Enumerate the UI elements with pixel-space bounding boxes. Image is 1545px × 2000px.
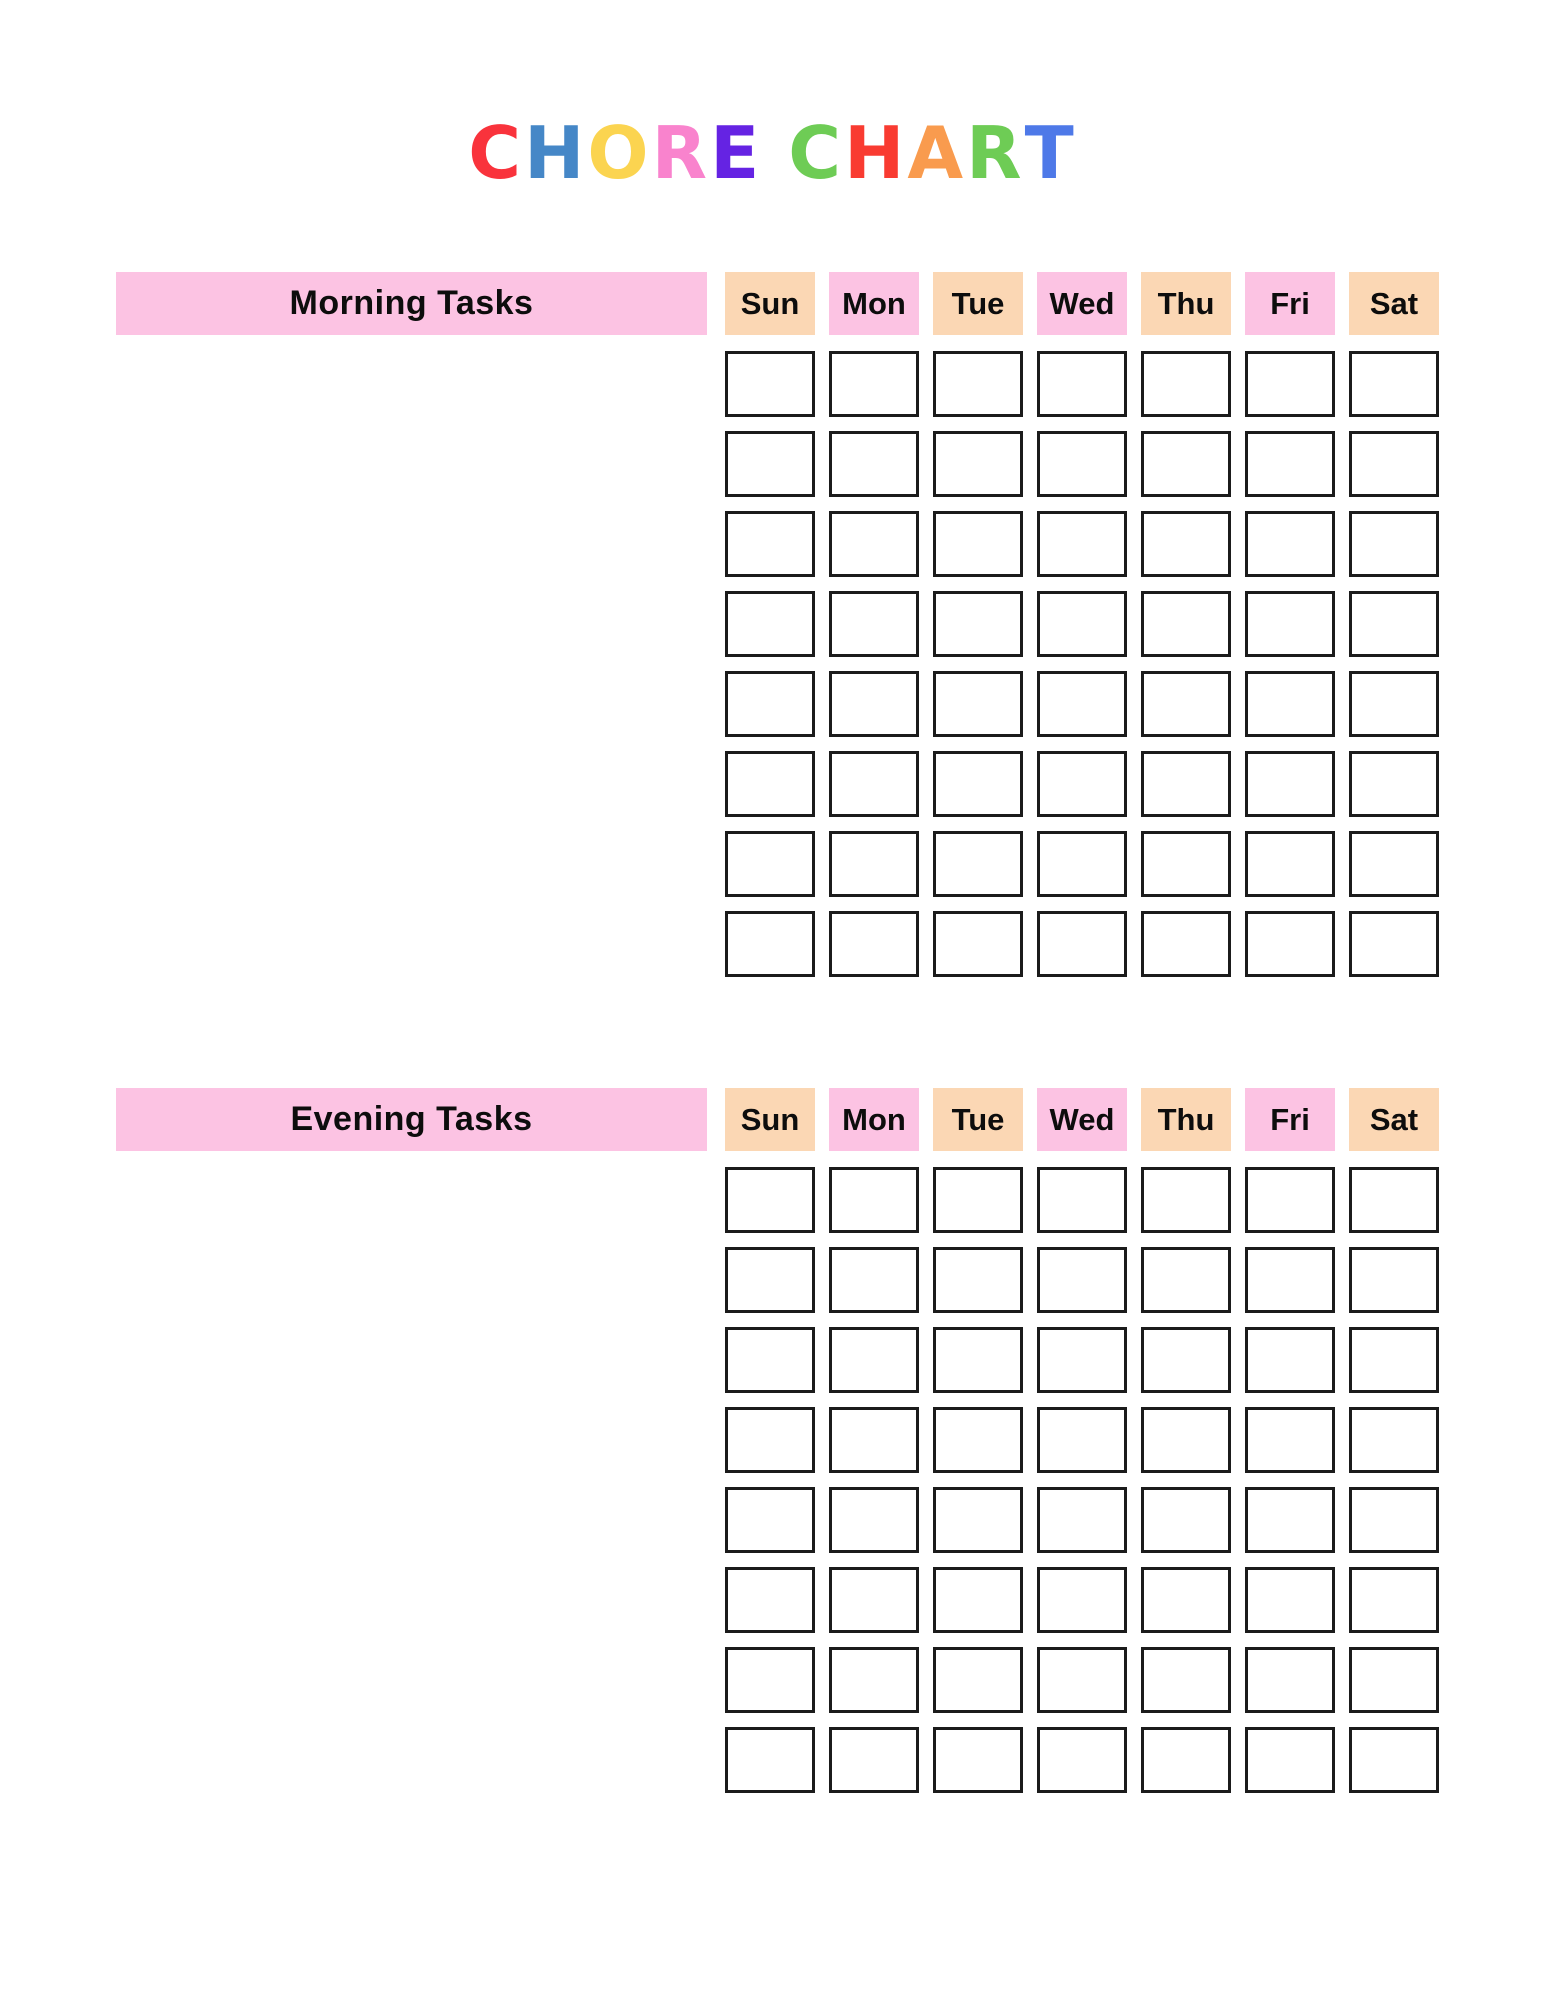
checkbox-row <box>725 1727 1445 1793</box>
checkbox-morning-r8-sun[interactable] <box>725 911 815 977</box>
checkbox-evening-r7-tue[interactable] <box>933 1647 1023 1713</box>
checkbox-evening-r1-thu[interactable] <box>1141 1167 1231 1233</box>
checkbox-morning-r6-mon[interactable] <box>829 751 919 817</box>
checkbox-evening-r2-tue[interactable] <box>933 1247 1023 1313</box>
checkbox-morning-r3-wed[interactable] <box>1037 511 1127 577</box>
checkbox-evening-r8-mon[interactable] <box>829 1727 919 1793</box>
page-title <box>0 111 1545 195</box>
checkbox-morning-r1-tue[interactable] <box>933 351 1023 417</box>
checkbox-evening-r1-sat[interactable] <box>1349 1167 1439 1233</box>
checkbox-evening-r8-wed[interactable] <box>1037 1727 1127 1793</box>
section-label-bar <box>116 272 707 335</box>
checkbox-evening-r8-sun[interactable] <box>725 1727 815 1793</box>
section-label: Morning Tasks <box>289 284 534 322</box>
checkbox-morning-r6-wed[interactable] <box>1037 751 1127 817</box>
checkbox-row <box>725 911 1445 977</box>
checkbox-morning-r6-sun[interactable] <box>725 751 815 817</box>
checkbox-evening-r1-fri[interactable] <box>1245 1167 1335 1233</box>
checkbox-evening-r6-sat[interactable] <box>1349 1567 1439 1633</box>
title-letter: H <box>844 111 908 195</box>
checkbox-evening-r4-fri[interactable] <box>1245 1407 1335 1473</box>
checkbox-row <box>725 831 1445 897</box>
checkbox-evening-r1-wed[interactable] <box>1037 1167 1127 1233</box>
checkbox-grid <box>725 1167 1445 1793</box>
checkbox-evening-r4-mon[interactable] <box>829 1407 919 1473</box>
checkbox-morning-r4-wed[interactable] <box>1037 591 1127 657</box>
days-row <box>725 1088 1439 1151</box>
checkbox-evening-r6-wed[interactable] <box>1037 1567 1127 1633</box>
checkbox-row <box>725 1407 1445 1473</box>
checkbox-morning-r1-sun[interactable] <box>725 351 815 417</box>
checkbox-evening-r3-sat[interactable] <box>1349 1327 1439 1393</box>
checkbox-row <box>725 1167 1445 1233</box>
checkbox-morning-r6-fri[interactable] <box>1245 751 1335 817</box>
checkbox-evening-r6-thu[interactable] <box>1141 1567 1231 1633</box>
checkbox-morning-r7-sat[interactable] <box>1349 831 1439 897</box>
checkbox-row <box>725 671 1445 737</box>
day-header-tue: Tue <box>933 272 1023 335</box>
checkbox-evening-r4-thu[interactable] <box>1141 1407 1231 1473</box>
checkbox-evening-r2-thu[interactable] <box>1141 1247 1231 1313</box>
checkbox-evening-r3-mon[interactable] <box>829 1327 919 1393</box>
checkbox-grid <box>725 351 1445 977</box>
checkbox-evening-r2-wed[interactable] <box>1037 1247 1127 1313</box>
checkbox-morning-r2-fri[interactable] <box>1245 431 1335 497</box>
checkbox-evening-r8-thu[interactable] <box>1141 1727 1231 1793</box>
days-row <box>725 272 1439 335</box>
checkbox-row <box>725 751 1445 817</box>
checkbox-evening-r6-sun[interactable] <box>725 1567 815 1633</box>
checkbox-morning-r4-sun[interactable] <box>725 591 815 657</box>
checkbox-morning-r3-fri[interactable] <box>1245 511 1335 577</box>
checkbox-evening-r5-sun[interactable] <box>725 1487 815 1553</box>
checkbox-morning-r2-wed[interactable] <box>1037 431 1127 497</box>
title-letter: C <box>788 111 845 195</box>
section-label-bar <box>116 1088 707 1151</box>
section-header-row <box>116 272 1445 335</box>
checkbox-morning-r8-fri[interactable] <box>1245 911 1335 977</box>
checkbox-evening-r3-wed[interactable] <box>1037 1327 1127 1393</box>
title-letter: A <box>907 111 967 195</box>
checkbox-evening-r5-mon[interactable] <box>829 1487 919 1553</box>
checkbox-morning-r6-thu[interactable] <box>1141 751 1231 817</box>
checkbox-morning-r1-thu[interactable] <box>1141 351 1231 417</box>
day-header-fri: Fri <box>1245 272 1335 335</box>
checkbox-evening-r6-fri[interactable] <box>1245 1567 1335 1633</box>
checkbox-evening-r7-mon[interactable] <box>829 1647 919 1713</box>
checkbox-evening-r5-wed[interactable] <box>1037 1487 1127 1553</box>
title-letter: T <box>1024 111 1077 195</box>
checkbox-evening-r2-sat[interactable] <box>1349 1247 1439 1313</box>
checkbox-morning-r1-sat[interactable] <box>1349 351 1439 417</box>
section <box>116 1088 1445 1793</box>
checkbox-evening-r3-tue[interactable] <box>933 1327 1023 1393</box>
checkbox-row <box>725 1647 1445 1713</box>
section-header-row <box>116 1088 1445 1151</box>
checkbox-row <box>725 511 1445 577</box>
checkbox-morning-r3-mon[interactable] <box>829 511 919 577</box>
checkbox-evening-r6-mon[interactable] <box>829 1567 919 1633</box>
checkbox-evening-r5-fri[interactable] <box>1245 1487 1335 1553</box>
day-header-fri: Fri <box>1245 1088 1335 1151</box>
checkbox-morning-r6-tue[interactable] <box>933 751 1023 817</box>
checkbox-morning-r2-mon[interactable] <box>829 431 919 497</box>
checkbox-evening-r7-thu[interactable] <box>1141 1647 1231 1713</box>
checkbox-morning-r8-wed[interactable] <box>1037 911 1127 977</box>
checkbox-morning-r5-sun[interactable] <box>725 671 815 737</box>
checkbox-evening-r7-wed[interactable] <box>1037 1647 1127 1713</box>
day-header-mon: Mon <box>829 1088 919 1151</box>
checkbox-evening-r5-thu[interactable] <box>1141 1487 1231 1553</box>
checkbox-morning-r1-wed[interactable] <box>1037 351 1127 417</box>
checkbox-row <box>725 1487 1445 1553</box>
checkbox-evening-r3-thu[interactable] <box>1141 1327 1231 1393</box>
checkbox-morning-r7-fri[interactable] <box>1245 831 1335 897</box>
day-header-wed: Wed <box>1037 272 1127 335</box>
checkbox-morning-r8-sat[interactable] <box>1349 911 1439 977</box>
checkbox-evening-r4-tue[interactable] <box>933 1407 1023 1473</box>
checkbox-morning-r7-tue[interactable] <box>933 831 1023 897</box>
checkbox-evening-r5-tue[interactable] <box>933 1487 1023 1553</box>
title-letter: H <box>524 111 588 195</box>
checkbox-morning-r4-sat[interactable] <box>1349 591 1439 657</box>
checkbox-morning-r8-tue[interactable] <box>933 911 1023 977</box>
checkbox-morning-r7-mon[interactable] <box>829 831 919 897</box>
checkbox-morning-r6-sat[interactable] <box>1349 751 1439 817</box>
checkbox-morning-r3-thu[interactable] <box>1141 511 1231 577</box>
checkbox-morning-r7-wed[interactable] <box>1037 831 1127 897</box>
checkbox-row <box>725 351 1445 417</box>
checkbox-morning-r5-wed[interactable] <box>1037 671 1127 737</box>
checkbox-row <box>725 1247 1445 1313</box>
section <box>116 272 1445 977</box>
checkbox-morning-r3-sat[interactable] <box>1349 511 1439 577</box>
checkbox-morning-r3-tue[interactable] <box>933 511 1023 577</box>
checkbox-evening-r4-sat[interactable] <box>1349 1407 1439 1473</box>
checkbox-morning-r8-thu[interactable] <box>1141 911 1231 977</box>
checkbox-morning-r5-mon[interactable] <box>829 671 919 737</box>
checkbox-morning-r5-tue[interactable] <box>933 671 1023 737</box>
title-letter: O <box>587 111 652 195</box>
checkbox-evening-r1-sun[interactable] <box>725 1167 815 1233</box>
checkbox-morning-r7-sun[interactable] <box>725 831 815 897</box>
day-header-wed: Wed <box>1037 1088 1127 1151</box>
checkbox-morning-r5-sat[interactable] <box>1349 671 1439 737</box>
checkbox-evening-r3-fri[interactable] <box>1245 1327 1335 1393</box>
day-header-thu: Thu <box>1141 272 1231 335</box>
checkbox-evening-r4-wed[interactable] <box>1037 1407 1127 1473</box>
checkbox-morning-r4-mon[interactable] <box>829 591 919 657</box>
checkbox-morning-r8-mon[interactable] <box>829 911 919 977</box>
checkbox-evening-r6-tue[interactable] <box>933 1567 1023 1633</box>
checkbox-evening-r7-sat[interactable] <box>1349 1647 1439 1713</box>
checkbox-morning-r2-thu[interactable] <box>1141 431 1231 497</box>
title-letter: R <box>966 111 1025 195</box>
checkbox-morning-r2-sun[interactable] <box>725 431 815 497</box>
checkbox-row <box>725 1567 1445 1633</box>
checkbox-evening-r8-sat[interactable] <box>1349 1727 1439 1793</box>
checkbox-evening-r1-mon[interactable] <box>829 1167 919 1233</box>
checkbox-evening-r2-fri[interactable] <box>1245 1247 1335 1313</box>
day-header-mon: Mon <box>829 272 919 335</box>
checkbox-morning-r3-sun[interactable] <box>725 511 815 577</box>
day-header-tue: Tue <box>933 1088 1023 1151</box>
checkbox-evening-r5-sat[interactable] <box>1349 1487 1439 1553</box>
checkbox-morning-r7-thu[interactable] <box>1141 831 1231 897</box>
checkbox-evening-r7-fri[interactable] <box>1245 1647 1335 1713</box>
checkbox-evening-r8-tue[interactable] <box>933 1727 1023 1793</box>
checkbox-row <box>725 431 1445 497</box>
checkbox-morning-r5-fri[interactable] <box>1245 671 1335 737</box>
checkbox-morning-r4-fri[interactable] <box>1245 591 1335 657</box>
checkbox-morning-r1-mon[interactable] <box>829 351 919 417</box>
checkbox-morning-r4-tue[interactable] <box>933 591 1023 657</box>
checkbox-evening-r3-sun[interactable] <box>725 1327 815 1393</box>
checkbox-evening-r2-sun[interactable] <box>725 1247 815 1313</box>
checkbox-morning-r5-thu[interactable] <box>1141 671 1231 737</box>
checkbox-evening-r4-sun[interactable] <box>725 1407 815 1473</box>
checkbox-evening-r1-tue[interactable] <box>933 1167 1023 1233</box>
checkbox-morning-r1-fri[interactable] <box>1245 351 1335 417</box>
title-letter: E <box>710 111 763 195</box>
checkbox-morning-r2-tue[interactable] <box>933 431 1023 497</box>
day-header-sun: Sun <box>725 272 815 335</box>
checkbox-row <box>725 591 1445 657</box>
day-header-sat: Sat <box>1349 272 1439 335</box>
checkbox-row <box>725 1327 1445 1393</box>
day-header-thu: Thu <box>1141 1088 1231 1151</box>
day-header-sun: Sun <box>725 1088 815 1151</box>
checkbox-evening-r8-fri[interactable] <box>1245 1727 1335 1793</box>
day-header-sat: Sat <box>1349 1088 1439 1151</box>
checkbox-morning-r4-thu[interactable] <box>1141 591 1231 657</box>
checkbox-morning-r2-sat[interactable] <box>1349 431 1439 497</box>
title-letter: C <box>468 111 525 195</box>
checkbox-evening-r7-sun[interactable] <box>725 1647 815 1713</box>
title-letter: R <box>651 111 711 195</box>
section-label: Evening Tasks <box>290 1100 533 1138</box>
checkbox-evening-r2-mon[interactable] <box>829 1247 919 1313</box>
